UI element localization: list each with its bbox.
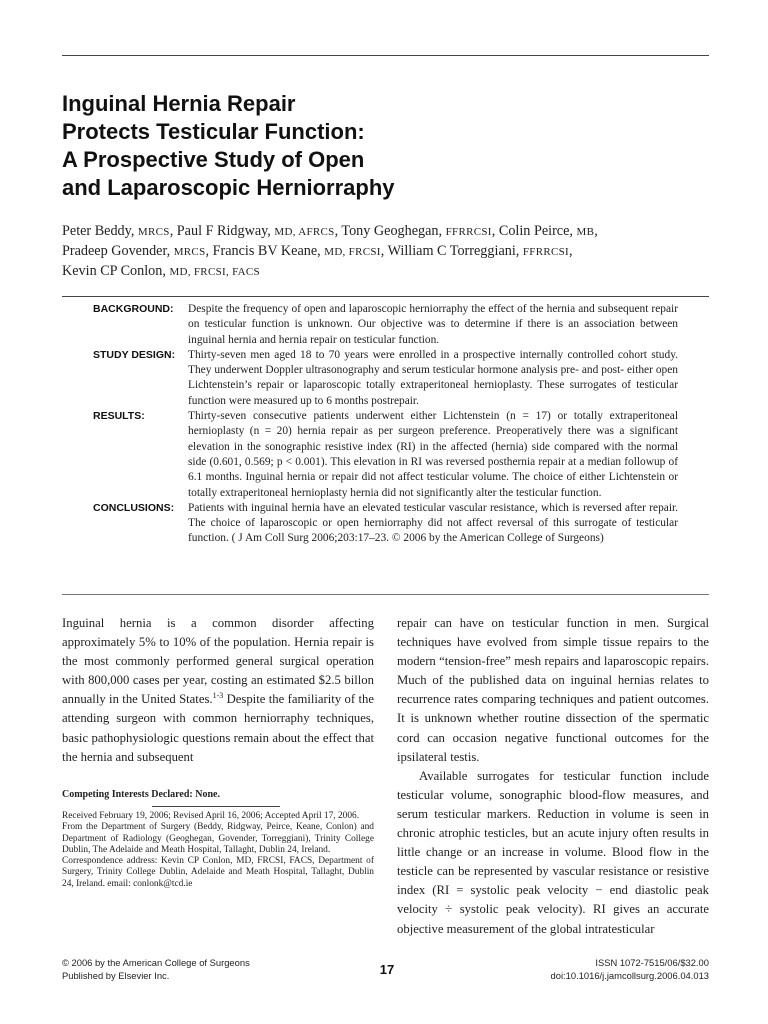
publisher: Published by Elsevier Inc. bbox=[62, 969, 170, 981]
author-name: Peter Beddy, bbox=[62, 223, 138, 239]
body-text: Despite the familiarity of the attending surgeon with common herniorraphy techniques, basic pathophysiologic questions remain about the effect that the hernia and subsequent bbox=[62, 692, 374, 764]
title-line: Inguinal Hernia Repair bbox=[62, 91, 296, 116]
author-degree: FFRRCSI bbox=[445, 226, 492, 238]
abstract-text: Despite the frequency of open and laparoscopic herniorraphy the effect of the hernia and subsequent repair on testicular function is unknown. Our objective was to determine if there is an association between inguinal hernia and hernia repair on testicular function. bbox=[188, 303, 678, 346]
author-degree: MRCS bbox=[173, 246, 206, 258]
abstract-label: CONCLUSIONS: bbox=[93, 501, 175, 514]
correspondence: Correspondence address: Kevin CP Conlon, MD, FRCSI, FACS, Department of Surgery, Trinity College Dublin, Adelaide and Meath Hospital, Tallaght, Dublin 24, Ireland. email: conlonk@tcd.ie bbox=[62, 856, 374, 889]
author-degree: MD, FRCSI, FACS bbox=[169, 266, 260, 278]
abstract-bottom-rule bbox=[62, 594, 709, 595]
author-line-1 bbox=[62, 222, 712, 242]
author-line-2 bbox=[62, 242, 712, 262]
abstract-background bbox=[93, 302, 678, 348]
abstract-text: Patients with inguinal hernia have an elevated testicular vascular resistance, which is reversed after repair. The choice of laparoscopic or open herniorraphy did not affect reversal of this surrogate of testicular function. ( J Am Coll Surg 2006;203:17–23. © 2006 by the American College of Surgeons) bbox=[188, 501, 678, 545]
abstract-label: RESULTS: bbox=[93, 410, 145, 423]
citation-ref[interactable]: 1-3 bbox=[212, 691, 224, 701]
abstract-study-design bbox=[93, 348, 678, 409]
body-column-right bbox=[397, 614, 709, 939]
author-degree: MB bbox=[576, 226, 595, 238]
abstract-results bbox=[93, 409, 678, 501]
footnote-rule bbox=[152, 806, 280, 807]
author-degree: MRCS bbox=[137, 226, 170, 238]
author-name: Pradeep Govender, bbox=[62, 243, 174, 259]
author-degree: FFRRCSI bbox=[522, 246, 570, 258]
author-separator: , bbox=[569, 243, 573, 259]
body-paragraph bbox=[62, 614, 374, 767]
abstract-rule bbox=[62, 296, 709, 297]
body-text: Inguinal hernia is a common disorder affecting approximately 5% to 10% of the population. Hernia repair is the most commonly performed general surgical operation with 800,000 cases per year, costing an estimated $2.5 billon annually in the United States. bbox=[62, 616, 374, 707]
body-column-left bbox=[62, 614, 374, 767]
issn: ISSN 1072-7515/06/$32.00 bbox=[595, 957, 709, 968]
title-line: and Laparoscopic Herniorraphy bbox=[62, 175, 395, 200]
author-separator: , bbox=[594, 223, 598, 239]
article-title bbox=[62, 90, 582, 202]
footer-right bbox=[551, 957, 709, 982]
author-list bbox=[62, 222, 712, 282]
abstract bbox=[93, 302, 678, 547]
author-degree: MD, FRCSI bbox=[324, 246, 381, 258]
author-name: , Tony Geoghegan, bbox=[334, 223, 446, 239]
footer-left bbox=[62, 957, 250, 982]
page-number: 17 bbox=[379, 962, 395, 977]
title-line: A Prospective Study of Open bbox=[62, 147, 365, 172]
abstract-label: BACKGROUND: bbox=[93, 303, 174, 315]
copyright: © 2006 by the American College of Surgeons bbox=[62, 957, 250, 968]
author-line-3 bbox=[62, 262, 712, 282]
footnotes bbox=[62, 811, 374, 890]
author-name: , Colin Peirce, bbox=[491, 223, 577, 239]
received-dates: Received February 19, 2006; Revised April 16, 2006; Accepted April 17, 2006. bbox=[62, 811, 360, 821]
top-rule bbox=[62, 55, 709, 56]
abstract-conclusions bbox=[93, 501, 678, 547]
abstract-text: Thirty-seven consecutive patients underwent either Lichtenstein (n = 17) or totally extraperitoneal hernioplasty (n = 20) hernia repair as per surgeon preference. Preoperatively there was a significant elevation in the sonographic resistive index (RI) in the affected (hernia) side compared with the normal side (0.601, 0.569; p < 0.001). This elevation in RI was reversed posthernia repair at a median followup of 6.1 months. Inguinal hernia or repair did not affect testicular volume. The choice of either Lichtenstein or totally extraperitoneal hernioplasty hernia did not significantly alter the testicular function. bbox=[188, 410, 678, 499]
affiliations: From the Department of Surgery (Beddy, Ridgway, Peirce, Keane, Conlon) and Department of Radiology (Geoghegan, Govender, Torreggiani), Trinity College Dublin, The Adelaide and Meath Hospital, Tallaght, Dublin 24, Ireland. bbox=[62, 822, 374, 855]
body-paragraph: Available surrogates for testicular function include testicular volume, sonographic blood-flow measures, and serum testicular markers. Reduction in volume is seen in chronic atrophic testicles, but an acute injury often results in little change or an increase in volume. Blood flow in the testicle can be represented by vascular resistance or resistive index (RI = systolic peak velocity − end diastolic peak velocity ÷ systolic peak velocity). RI gives an accurate objective measurement of the global intratesticular bbox=[397, 768, 709, 936]
author-name: , Francis BV Keane, bbox=[205, 243, 325, 259]
author-name: , Paul F Ridgway, bbox=[169, 223, 275, 239]
author-name: Kevin CP Conlon, bbox=[62, 263, 170, 279]
abstract-label: STUDY DESIGN: bbox=[93, 348, 176, 361]
author-degree: MD, AFRCS bbox=[274, 226, 335, 238]
competing-interests: Competing Interests Declared: None. bbox=[62, 789, 220, 800]
body-paragraph: repair can have on testicular function in men. Surgical techniques have evolved from simple tissue repairs to the modern “tension-free” mesh repairs and laparoscopic repairs. Much of the published data on inguinal hernias relates to recurrence rates comparing techniques and patient outcomes. It is unknown whether routine dissection of the spermatic cord can occasion negative functional outcomes for the ipsilateral testis. bbox=[397, 616, 709, 764]
author-name: , William C Torreggiani, bbox=[380, 243, 523, 259]
title-line: Protects Testicular Function: bbox=[62, 119, 365, 144]
abstract-text: Thirty-seven men aged 18 to 70 years were enrolled in a prospective internally controlled cohort study. They underwent Doppler ultrasonography and serum testicular hormone analysis pre- and post- either open Lichtenstein’s repair or laparoscopic totally extraperitoneal hernioplasty. These surrogates of testicular function were measured up to 6 months postrepair. bbox=[188, 348, 678, 407]
doi[interactable]: doi:10.1016/j.jamcollsurg.2006.04.013 bbox=[550, 969, 709, 981]
